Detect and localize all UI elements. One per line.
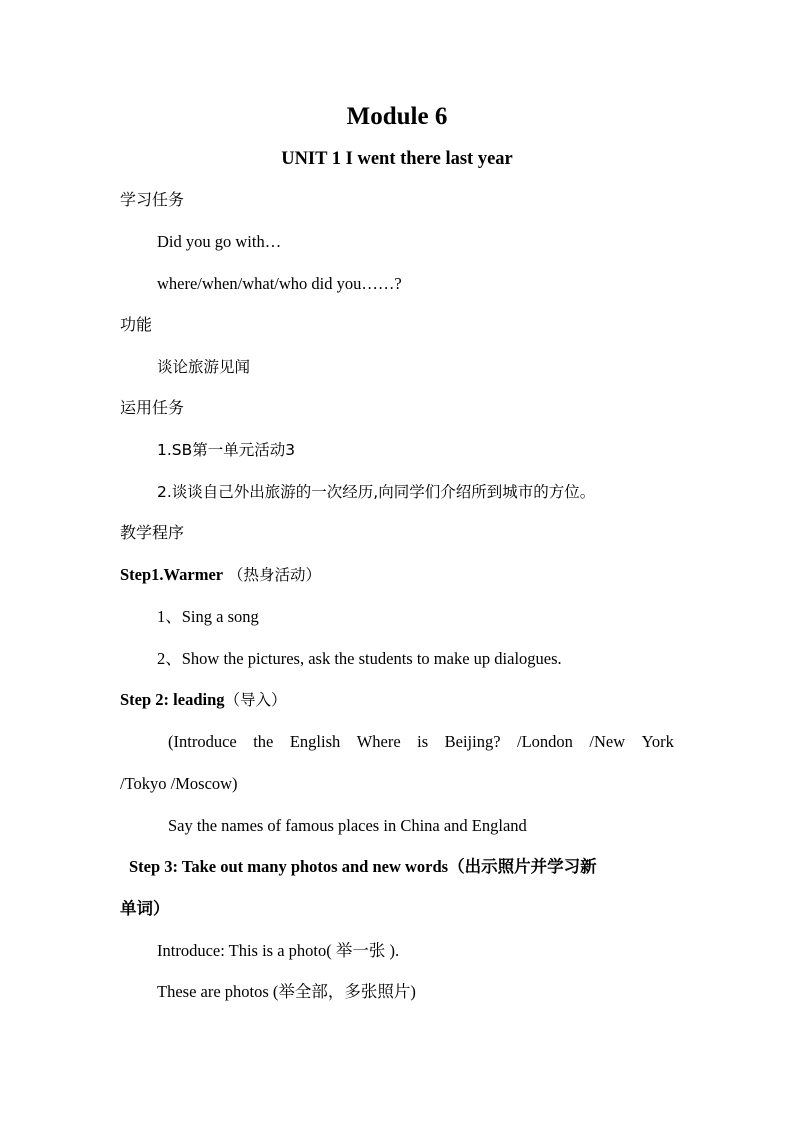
step2-word: Beijing? <box>444 732 501 751</box>
step2-title: Step 2: leading <box>120 690 225 709</box>
step2-note: （导入） <box>224 691 287 709</box>
step1-item-2: 2、Show the pictures, ask the students to make up dialogues. <box>157 649 562 668</box>
step2-word: the <box>253 732 274 751</box>
step2-word: (Introduce <box>168 732 237 751</box>
step1-note: （热身活动） <box>223 566 322 584</box>
task-line-1: Did you go with… <box>157 232 282 251</box>
step3-title-line-2: 单词） <box>120 899 170 918</box>
step3-line-2: These are photos (举全部，多张照片) <box>157 982 416 1001</box>
step2-word: is <box>417 732 429 751</box>
step2-word: York <box>641 732 674 751</box>
step2-word: /London <box>517 732 573 751</box>
apply-line-1: 1.SB第一单元活动3 <box>157 441 296 459</box>
function-line: 谈论旅游见闻 <box>157 358 251 376</box>
step1-heading <box>120 564 321 586</box>
step3-title-line-1: Step 3: Take out many photos and new words（出示照片并学习新 <box>129 857 597 876</box>
tasks-heading: 学习任务 <box>120 190 185 209</box>
page-title: Module 6 <box>346 103 448 130</box>
apply-line-2: 2.谈谈自己外出旅游的一次经历,向同学们介绍所到城市的方位。 <box>157 483 596 501</box>
step1-item-1: 1、Sing a song <box>157 607 259 626</box>
step2-line-2: /Tokyo /Moscow) <box>120 774 238 793</box>
step3-line-1: Introduce: This is a photo( 举一张 ). <box>157 941 400 960</box>
step2-line-1 <box>168 731 674 753</box>
step1-title: Step1.Warmer <box>120 565 224 584</box>
apply-heading: 运用任务 <box>120 398 185 417</box>
step2-word: /New <box>589 732 626 751</box>
task-line-2: where/when/what/who did you……? <box>157 274 402 293</box>
step2-line-3: Say the names of famous places in China and England <box>168 816 527 835</box>
function-heading: 功能 <box>120 315 153 334</box>
step2-word: Where <box>356 732 401 751</box>
step2-word: English <box>289 732 341 751</box>
step2-heading <box>120 689 287 711</box>
unit-subtitle: UNIT 1 I went there last year <box>281 149 513 169</box>
procedure-heading: 教学程序 <box>120 523 185 542</box>
